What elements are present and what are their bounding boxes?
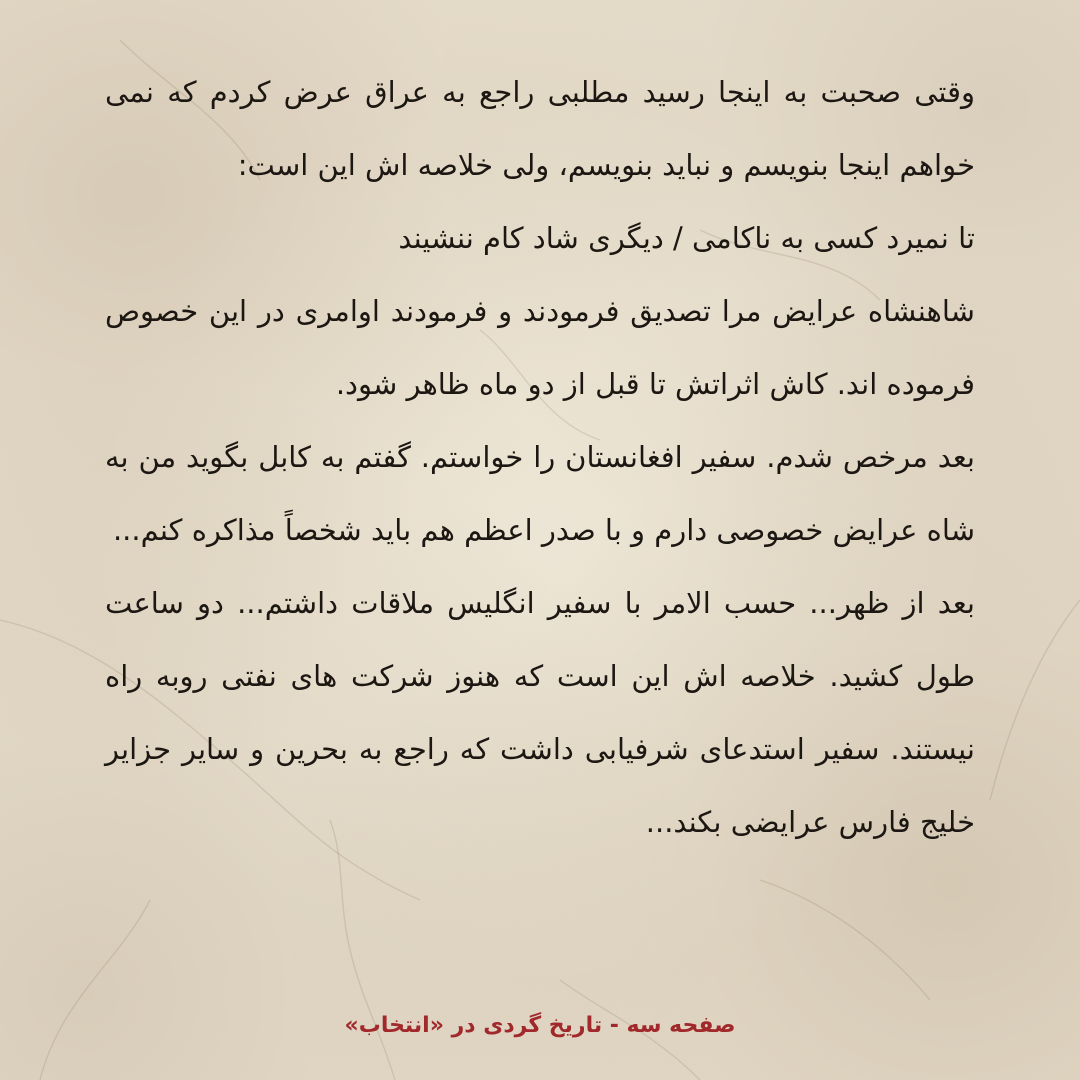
paragraph: بعد مرخص شدم. سفیر افغانستان را خواستم. گفتم به کابل بگوید من به شاه عرایض خصوصی دارم و با صدر اعظم هم باید شخصاً مذاکره کنم... xyxy=(105,440,975,547)
page-footer: صفحه سه - تاریخ گردی در «انتخاب» xyxy=(344,1013,736,1038)
poem-line: تا نمیرد کسی به ناکامی / دیگری شاد کام ننشیند xyxy=(398,221,975,255)
paragraph: بعد از ظهر... حسب الامر با سفیر انگلیس ملاقات داشتم... دو ساعت طول کشید. خلاصه اش این است که هنوز شرکت های نفتی روبه راه نیستند. سفیر استدعای شرفیابی داشت که راجع به بحرین و سایر جزایر خلیج فارس عرایضی بکند... xyxy=(105,586,975,839)
paragraph: شاهنشاه عرایض مرا تصدیق فرمودند و فرمودند اوامری در این خصوص فرموده اند. کاش اثراتش تا قبل از دو ماه ظاهر شود. xyxy=(105,294,975,401)
document-body xyxy=(105,56,975,859)
paragraph: وقتی صحبت به اینجا رسید مطلبی راجع به عراق عرض کردم که نمی خواهم اینجا بنویسم و نباید بنویسم، ولی خلاصه اش این است: xyxy=(105,75,975,182)
